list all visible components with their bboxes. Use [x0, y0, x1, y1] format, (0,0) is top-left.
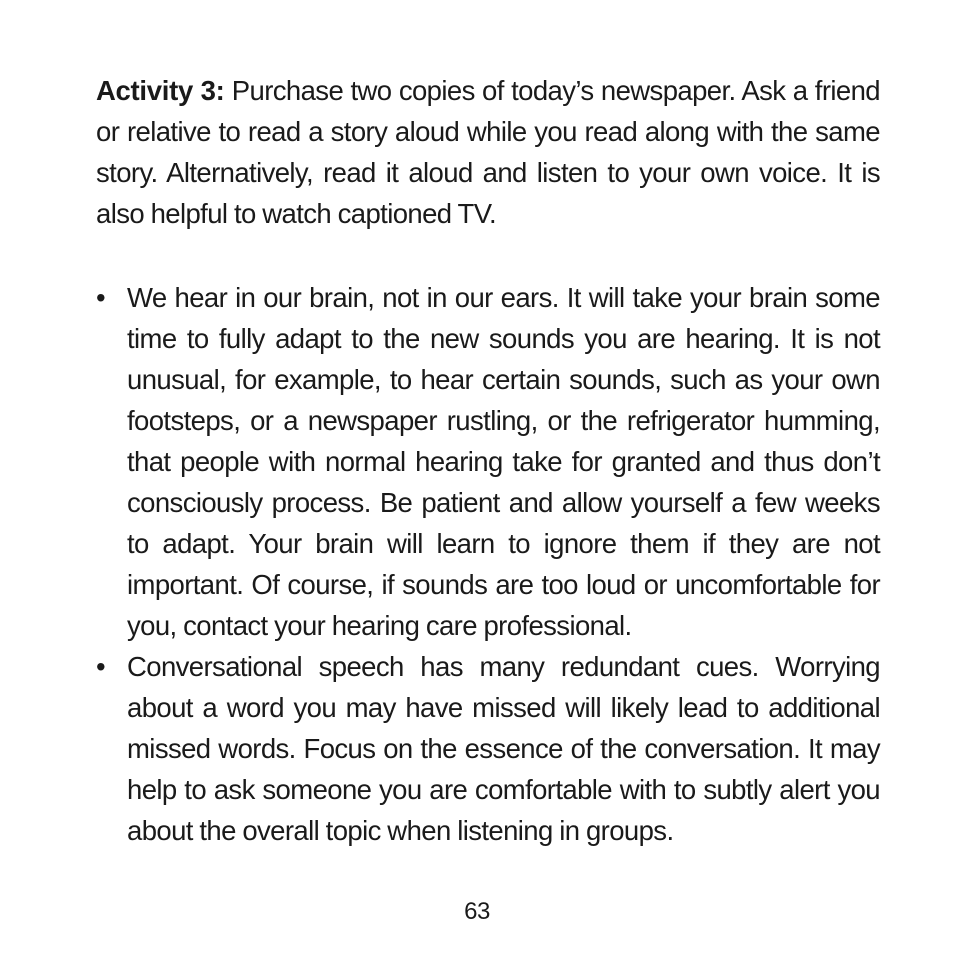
list-item [96, 277, 880, 646]
activity-label: Activity 3: [96, 75, 225, 106]
page-number: 63 [464, 898, 490, 925]
list-item-text: We hear in our brain, not in our ears. It will take your brain some time to fully adapt to the new sounds you are hearing. It is not unusual, for example, to hear certain sounds, such as your own footsteps, or a newspaper rustling, or the refrigerator humming, that people with normal hearing take for granted and thus don’t consciously process. Be patient and allow yourself a few weeks to adapt. Your brain will learn to ignore them if they are not important. Of course, if sounds are too loud or uncomfortable for you, contact your hearing care professional. [127, 282, 880, 641]
activity-text: Purchase two copies of today’s newspaper. Ask a friend or relative to read a story aloud while you read along with the same story. Alternatively, read it aloud and listen to your own voice. It is also helpful to watch captioned TV. [96, 75, 880, 229]
activity-paragraph [96, 70, 880, 234]
page-content [96, 70, 880, 851]
list-item-text: Conversational speech has many redundant cues. Worrying about a word you may have missed will likely lead to additional missed words. Focus on the essence of the conversation. It may help to ask someone you are comfortable with to subtly alert you about the overall topic when listening in groups. [127, 651, 880, 846]
bullet-icon: • [96, 651, 106, 682]
list-item [96, 646, 880, 851]
tips-list [96, 277, 880, 851]
bullet-icon: • [96, 282, 106, 313]
